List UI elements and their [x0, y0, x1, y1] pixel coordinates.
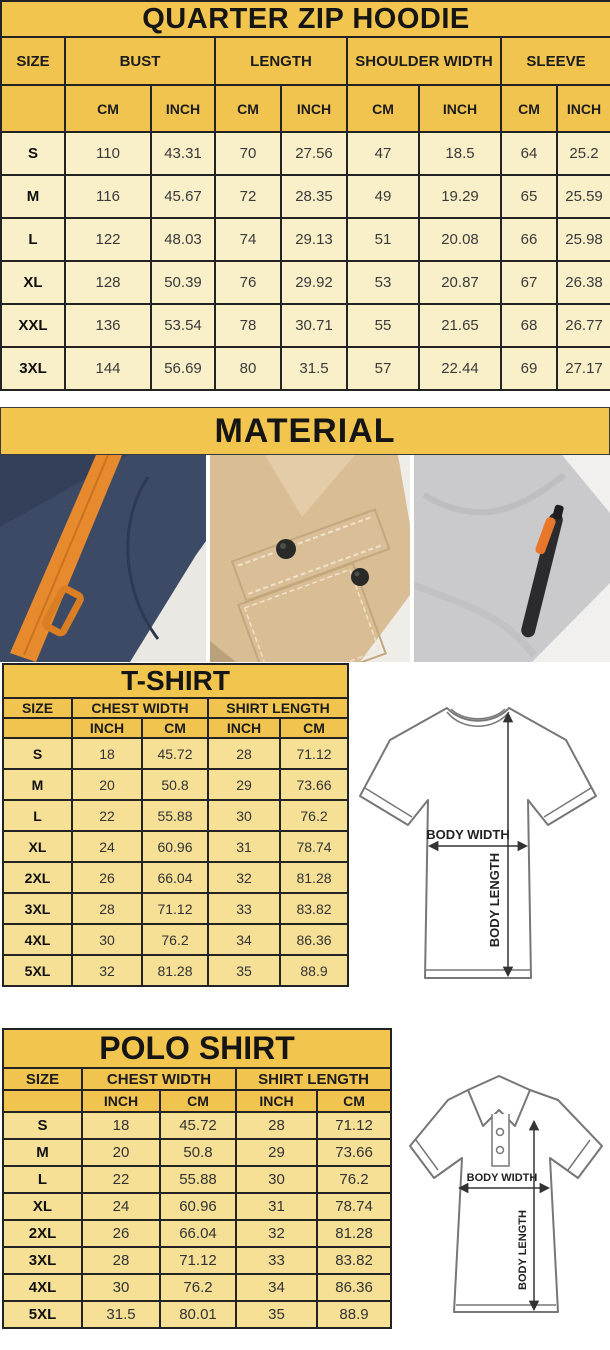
value-cell: 51: [347, 218, 419, 261]
value-cell: 73.66: [280, 769, 348, 800]
value-cell: 31: [208, 831, 280, 862]
value-cell: 55.88: [160, 1166, 236, 1193]
value-cell: 27.17: [557, 347, 610, 390]
value-cell: 31: [236, 1193, 317, 1220]
value-cell: 49: [347, 175, 419, 218]
value-cell: 22: [72, 800, 142, 831]
value-cell: 24: [82, 1193, 160, 1220]
size-cell: 2XL: [3, 862, 72, 893]
value-cell: 29.92: [281, 261, 347, 304]
value-cell: 88.9: [317, 1301, 391, 1328]
value-cell: 22.44: [419, 347, 501, 390]
group-header-row: [3, 698, 348, 718]
hoodie-table-body: [1, 132, 610, 390]
value-cell: 76: [215, 261, 281, 304]
table-row: [1, 132, 610, 175]
column-header-size: SIZE: [3, 1068, 82, 1090]
value-cell: 30: [72, 924, 142, 955]
value-cell: 78.74: [280, 831, 348, 862]
unit-header-inch: INCH: [419, 85, 501, 132]
column-header-size: SIZE: [3, 698, 72, 718]
value-cell: 22: [82, 1166, 160, 1193]
tshirt-size-table: [2, 663, 349, 987]
unit-header-cm: CM: [317, 1090, 391, 1112]
value-cell: 71.12: [160, 1247, 236, 1274]
value-cell: 128: [65, 261, 151, 304]
unit-header-inch: INCH: [236, 1090, 317, 1112]
unit-header-inch: INCH: [557, 85, 610, 132]
table-row: [3, 1220, 391, 1247]
value-cell: 80: [215, 347, 281, 390]
value-cell: 29.13: [281, 218, 347, 261]
value-cell: 26.77: [557, 304, 610, 347]
value-cell: 81.28: [142, 955, 208, 986]
value-cell: 71.12: [280, 738, 348, 769]
snap-highlight: [280, 543, 286, 549]
table-row: [3, 1112, 391, 1139]
unit-header-inch: INCH: [82, 1090, 160, 1112]
value-cell: 69: [501, 347, 557, 390]
value-cell: 47: [347, 132, 419, 175]
value-cell: 57: [347, 347, 419, 390]
unit-header-cm: CM: [501, 85, 557, 132]
value-cell: 26: [82, 1220, 160, 1247]
size-cell: 4XL: [3, 924, 72, 955]
table-row: [3, 1247, 391, 1274]
value-cell: 55.88: [142, 800, 208, 831]
column-header-chest-width: CHEST WIDTH: [72, 698, 208, 718]
table-row: [3, 738, 348, 769]
value-cell: 50.39: [151, 261, 215, 304]
material-heading: [0, 407, 610, 455]
value-cell: 20.87: [419, 261, 501, 304]
empty-cell: [3, 1090, 82, 1112]
table-row: [3, 831, 348, 862]
column-header-size: SIZE: [1, 37, 65, 85]
value-cell: 24: [72, 831, 142, 862]
value-cell: 66: [501, 218, 557, 261]
size-cell: S: [3, 1112, 82, 1139]
value-cell: 26.38: [557, 261, 610, 304]
value-cell: 136: [65, 304, 151, 347]
unit-header-inch: INCH: [72, 718, 142, 738]
snap-button: [351, 568, 369, 586]
value-cell: 43.31: [151, 132, 215, 175]
value-cell: 26: [72, 862, 142, 893]
unit-header-row: [3, 1090, 391, 1112]
value-cell: 60.96: [160, 1193, 236, 1220]
value-cell: 32: [72, 955, 142, 986]
group-header-row: [3, 1068, 391, 1090]
value-cell: 86.36: [317, 1274, 391, 1301]
size-cell: 3XL: [3, 1247, 82, 1274]
column-header-shirt-length: SHIRT LENGTH: [236, 1068, 391, 1090]
size-cell: XXL: [1, 304, 65, 347]
table-row: [3, 800, 348, 831]
body-length-label: BODY LENGTH: [487, 852, 502, 948]
unit-header-row: [3, 718, 348, 738]
tshirt-table-body: [3, 738, 348, 986]
material-photo-navy-strap: [0, 455, 206, 662]
value-cell: 53.54: [151, 304, 215, 347]
size-cell: 5XL: [3, 955, 72, 986]
value-cell: 48.03: [151, 218, 215, 261]
unit-header-cm: CM: [347, 85, 419, 132]
value-cell: 73.66: [317, 1139, 391, 1166]
value-cell: 76.2: [160, 1274, 236, 1301]
table-row: [1, 304, 610, 347]
size-cell: L: [3, 1166, 82, 1193]
material-photo-gray-zipper: [414, 455, 610, 662]
size-cell: M: [3, 1139, 82, 1166]
column-header-chest-width: CHEST WIDTH: [82, 1068, 236, 1090]
unit-header-inch: INCH: [151, 85, 215, 132]
tshirt-table-title: T-SHIRT: [3, 664, 348, 698]
value-cell: 76.2: [317, 1166, 391, 1193]
polo-table-title: POLO SHIRT: [3, 1029, 391, 1068]
placket: [492, 1114, 509, 1166]
unit-header-cm: CM: [65, 85, 151, 132]
size-cell: M: [1, 175, 65, 218]
value-cell: 35: [208, 955, 280, 986]
tshirt-measurement-diagram: [350, 678, 608, 1010]
snap-button: [276, 539, 296, 559]
size-cell: XL: [3, 831, 72, 862]
value-cell: 32: [236, 1220, 317, 1247]
value-cell: 65: [501, 175, 557, 218]
value-cell: 28: [208, 738, 280, 769]
size-cell: 3XL: [3, 893, 72, 924]
unit-header-row: [1, 85, 610, 132]
value-cell: 31.5: [281, 347, 347, 390]
value-cell: 28: [236, 1112, 317, 1139]
table-row: [1, 347, 610, 390]
value-cell: 53: [347, 261, 419, 304]
value-cell: 31.5: [82, 1301, 160, 1328]
value-cell: 83.82: [317, 1247, 391, 1274]
tshirt-outline: [360, 708, 596, 978]
value-cell: 18: [72, 738, 142, 769]
column-header-length: LENGTH: [215, 37, 347, 85]
value-cell: 50.8: [160, 1139, 236, 1166]
unit-header-cm: CM: [215, 85, 281, 132]
empty-cell: [3, 718, 72, 738]
size-cell: 3XL: [1, 347, 65, 390]
value-cell: 28: [82, 1247, 160, 1274]
unit-header-inch: INCH: [208, 718, 280, 738]
value-cell: 18.5: [419, 132, 501, 175]
value-cell: 78.74: [317, 1193, 391, 1220]
value-cell: 25.59: [557, 175, 610, 218]
value-cell: 33: [208, 893, 280, 924]
value-cell: 81.28: [280, 862, 348, 893]
polo-button: [497, 1129, 504, 1136]
body-width-label: BODY WIDTH: [466, 1172, 538, 1184]
value-cell: 144: [65, 347, 151, 390]
value-cell: 66.04: [142, 862, 208, 893]
table-row: [3, 955, 348, 986]
value-cell: 34: [236, 1274, 317, 1301]
table-title-row: [3, 1029, 391, 1068]
value-cell: 88.9: [280, 955, 348, 986]
unit-header-cm: CM: [280, 718, 348, 738]
body-width-label: BODY WIDTH: [426, 827, 510, 842]
value-cell: 66.04: [160, 1220, 236, 1247]
value-cell: 71.12: [317, 1112, 391, 1139]
value-cell: 20: [82, 1139, 160, 1166]
hoodie-table-title: QUARTER ZIP HOODIE: [1, 1, 610, 37]
polo-measurement-diagram: [396, 1060, 610, 1344]
value-cell: 25.2: [557, 132, 610, 175]
value-cell: 83.82: [280, 893, 348, 924]
value-cell: 30.71: [281, 304, 347, 347]
column-header-shirt-length: SHIRT LENGTH: [208, 698, 348, 718]
polo-button: [497, 1147, 504, 1154]
column-header-bust: BUST: [65, 37, 215, 85]
value-cell: 18: [82, 1112, 160, 1139]
value-cell: 35: [236, 1301, 317, 1328]
value-cell: 45.67: [151, 175, 215, 218]
snap-highlight: [355, 572, 360, 577]
value-cell: 30: [208, 800, 280, 831]
value-cell: 116: [65, 175, 151, 218]
value-cell: 122: [65, 218, 151, 261]
size-cell: 2XL: [3, 1220, 82, 1247]
hoodie-size-table: [0, 0, 610, 391]
table-row: [3, 893, 348, 924]
unit-header-cm: CM: [160, 1090, 236, 1112]
table-row: [3, 862, 348, 893]
size-cell: M: [3, 769, 72, 800]
value-cell: 60.96: [142, 831, 208, 862]
value-cell: 19.29: [419, 175, 501, 218]
table-row: [3, 769, 348, 800]
value-cell: 76.2: [280, 800, 348, 831]
table-row: [3, 1301, 391, 1328]
table-row: [3, 1274, 391, 1301]
value-cell: 45.72: [142, 738, 208, 769]
value-cell: 56.69: [151, 347, 215, 390]
value-cell: 78: [215, 304, 281, 347]
value-cell: 28.35: [281, 175, 347, 218]
value-cell: 55: [347, 304, 419, 347]
value-cell: 67: [501, 261, 557, 304]
size-cell: 5XL: [3, 1301, 82, 1328]
value-cell: 34: [208, 924, 280, 955]
value-cell: 81.28: [317, 1220, 391, 1247]
material-photos-row: [0, 455, 610, 662]
table-title-row: [3, 664, 348, 698]
material-photo-khaki-pocket: [210, 455, 410, 662]
value-cell: 76.2: [142, 924, 208, 955]
value-cell: 70: [215, 132, 281, 175]
size-cell: L: [3, 800, 72, 831]
value-cell: 72: [215, 175, 281, 218]
size-cell: 4XL: [3, 1274, 82, 1301]
size-cell: L: [1, 218, 65, 261]
value-cell: 20.08: [419, 218, 501, 261]
table-row: [3, 1139, 391, 1166]
value-cell: 20: [72, 769, 142, 800]
material-heading-label: MATERIAL: [214, 411, 396, 450]
value-cell: 30: [82, 1274, 160, 1301]
body-length-label: BODY LENGTH: [517, 1210, 529, 1290]
unit-header-inch: INCH: [281, 85, 347, 132]
empty-cell: [1, 85, 65, 132]
value-cell: 80.01: [160, 1301, 236, 1328]
value-cell: 29: [236, 1139, 317, 1166]
value-cell: 32: [208, 862, 280, 893]
group-header-row: [1, 37, 610, 85]
column-header-shoulder-width: SHOULDER WIDTH: [347, 37, 501, 85]
value-cell: 25.98: [557, 218, 610, 261]
value-cell: 28: [72, 893, 142, 924]
table-title-row: [1, 1, 610, 37]
table-row: [3, 1193, 391, 1220]
value-cell: 64: [501, 132, 557, 175]
value-cell: 74: [215, 218, 281, 261]
size-cell: S: [1, 132, 65, 175]
table-row: [1, 218, 610, 261]
value-cell: 68: [501, 304, 557, 347]
value-cell: 45.72: [160, 1112, 236, 1139]
polo-size-table: [2, 1028, 392, 1329]
value-cell: 50.8: [142, 769, 208, 800]
size-cell: XL: [3, 1193, 82, 1220]
table-row: [1, 175, 610, 218]
value-cell: 33: [236, 1247, 317, 1274]
value-cell: 71.12: [142, 893, 208, 924]
value-cell: 29: [208, 769, 280, 800]
value-cell: 110: [65, 132, 151, 175]
table-row: [3, 924, 348, 955]
value-cell: 30: [236, 1166, 317, 1193]
polo-table-body: [3, 1112, 391, 1328]
column-header-sleeve: SLEEVE: [501, 37, 610, 85]
value-cell: 21.65: [419, 304, 501, 347]
size-cell: S: [3, 738, 72, 769]
value-cell: 86.36: [280, 924, 348, 955]
unit-header-cm: CM: [142, 718, 208, 738]
table-row: [1, 261, 610, 304]
table-row: [3, 1166, 391, 1193]
size-cell: XL: [1, 261, 65, 304]
value-cell: 27.56: [281, 132, 347, 175]
